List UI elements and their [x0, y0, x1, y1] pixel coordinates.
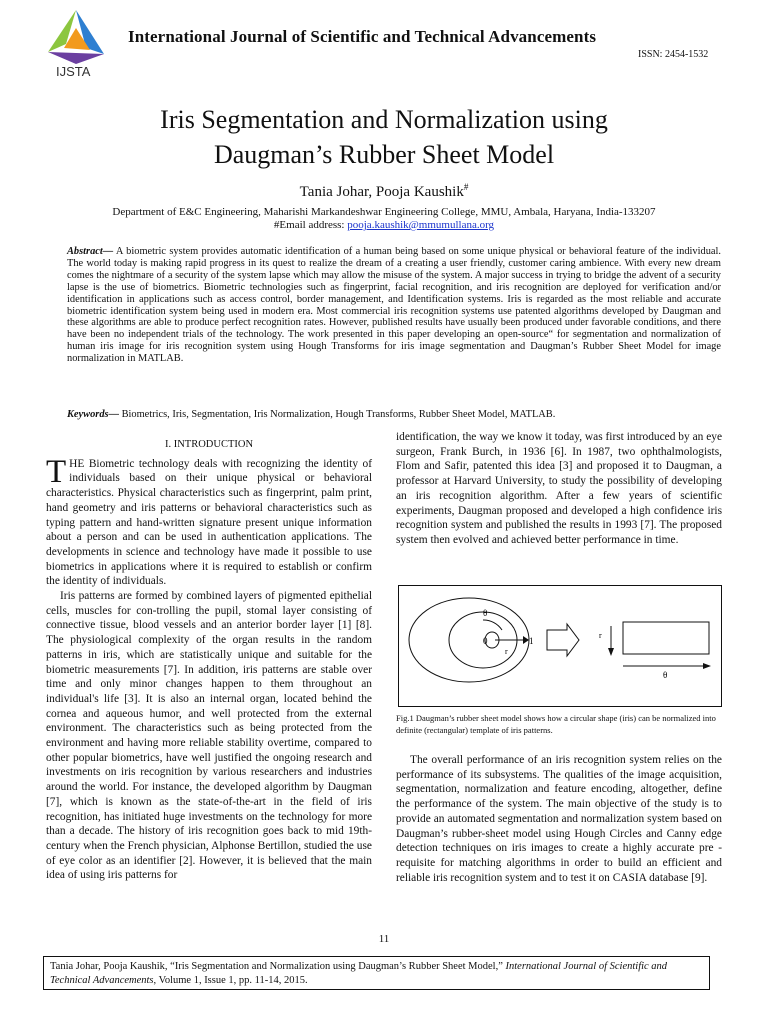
authors	[0, 182, 768, 201]
affiliation: Department of E&C Engineering, Maharishi Markandeshwar Engineering College, MMU, Ambala, Haryana, India-133207	[112, 206, 656, 218]
paper-title	[0, 102, 768, 172]
affiliation-block	[0, 206, 768, 232]
email-line	[0, 219, 768, 232]
email-prefix: #Email address:	[273, 219, 348, 231]
keywords	[67, 409, 721, 420]
fig-r-right: r	[599, 631, 602, 640]
left-column	[46, 438, 372, 883]
journal-name: International Journal of Scientific and Technical Advancements	[128, 27, 597, 46]
drop-cap: T	[46, 453, 67, 490]
intro-paragraph-3: identification, the way we know it today, was first introduced by an eye surgeon, Frank Burch, in 1936 [6]. In 1987, two ophthalmologists, Flom and Safir, patented this idea [3] and proposed it to Daugman, a professor at Harvard University, to study the possibility of developing an iris recognition algorithm. After a few years of scientific experiments, Daugman proposed and developed a high confidence iris recognition system and published the results in 1993 [7]. The proposed system then evolved and achieved better performance in time.	[396, 431, 722, 546]
citation-text: Tania Johar, Pooja Kaushik, “Iris Segmentation and Normalization using Daugman’s Rubber Sheet Model,”	[50, 961, 506, 972]
fig-theta-top: θ	[483, 608, 488, 618]
keywords-text: Biometrics, Iris, Segmentation, Iris Normalization, Hough Transforms, Rubber Sheet Model, MATLAB.	[118, 409, 556, 420]
logo-text: IJSTA	[56, 64, 91, 79]
intro-paragraph-2: Iris patterns are formed by combined layers of pigmented epithelial cells, muscles for con-trolling the pupil, stomal layer consisting of connective tissue, blood vessels and an anterior border layer [1] [8]. The physiological complexity of the organ results in the random patterns in iris, which are statistically unique and suitable for the biometric measurements [7]. In addition, iris patterns are stable over time and only minor changes happen to them throughout an individual's life [3]. It is also an internal organ, located behind the cornea and aqueous humor, and well protected from the external environment. The characteristics such as being protected from the environment and having more reliable stability overtime, compared to other popular biometrics, have well justified the ongoing research and investments on iris recognition by various researchers and industries around the world. For instance, the developed algorithm by Daugman [7], which is known as the state-of-the-art in the field of iris recognition, has initiated huge investments on the technology for more than a decade. The history of iris recognition goes back to mid 19th-century when the French physician, Alphonse Bertillon, studied the use of eye color as an identifier [2]. However, it is believed that the main idea of using iris patterns for	[46, 590, 372, 882]
figure-rubber-sheet	[398, 585, 722, 707]
citation-tail: , Volume 1, Issue 1, pp. 11-14, 2015.	[153, 974, 308, 986]
intro-paragraph-1	[46, 453, 372, 589]
intro-p1-text: HE Biometric technology deals with recognizing the identity of individuals based on their unique physical or behavioral characteristics. Physical characteristics such as fingerprint, palm print, hand geometry and iris patterns or behavioral characteristics such as typing pattern and hand-written signature present unique information about a person and can be used in authentication applications. The developments in science and technology have made it possible to use biometrics in applications where it is required to establish or confirm the identity of individuals.	[46, 457, 372, 588]
abstract-text: A biometric system provides automatic identification of a human being based on some unique physical or behavioral feature of the individual. The world today is making rapid progress in its quest to realize the dream of a creating a user friendly, customer caring ambience. With every new dream comes the nightmare of a security of the system lapse which may allow the misuse of the system. A major success in trying to bridge the advent of a security lapse is the use of biometrics. Biometric technologies such as fingerprint, facial recognition, and iris recognition are deployed for verification and/or identification in applications such as access control, border management, and Identification systems. Iris is regarded as the most reliable and accurate biometric identification system being used in modern era. Most commercial iris recognition systems use patented algorithms developed by Daugman and these algorithms are able to produce perfect recognition rates. However, published results have usually been produced under favorable conditions, and there have been no independent trials of the technology. The work presented in this paper developing an open-source“ for segmentation and normalization of human iris image for iris recognition system using Hough Transforms for iris image segmentation and Daugman’s Rubber Sheet Model for image normalization in MATLAB.	[67, 246, 721, 365]
abstract-label: Abstract—	[67, 246, 114, 257]
figure-caption: Fig.1 Daugman’s rubber sheet model shows how a circular shape (iris) can be normalized into definite (rectangular) template of iris patterns.	[396, 713, 716, 735]
title-line-2: Daugman’s Rubber Sheet Model	[213, 140, 555, 169]
fig-one: 1	[529, 636, 534, 646]
journal-logo	[46, 8, 112, 82]
issn: ISSN: 2454-1532	[638, 49, 709, 60]
fig-zero: 0	[483, 636, 488, 646]
right-column-top	[396, 430, 722, 548]
title-line-1: Iris Segmentation and Normalization using	[160, 105, 608, 134]
author-mark: #	[463, 182, 469, 192]
author-names: Tania Johar, Pooja Kaushik	[299, 184, 464, 200]
intro-paragraph-4: The overall performance of an iris recognition system relies on the performance of its subsystems. The qualities of the image acquisition, segmentation, normalization and feature encoding, altogether, define the performance of the system. The main objective of the study is to provide an automated segmentation and normalization system based on Daugman’s rubber-sheet model using Hough Circles and Canny edge detection techniques on iris images to create a highly accurate pre -requisite for matching algorithms in order to build an efficient and reliable iris recognition system and to test it on CASIA database [9].	[396, 754, 722, 884]
citation-box	[43, 956, 710, 990]
section-heading: I. INTRODUCTION	[164, 439, 254, 450]
fig-theta-bottom: θ	[663, 670, 668, 680]
abstract	[67, 246, 721, 365]
right-column-bottom	[396, 753, 722, 885]
fig-r: r	[505, 647, 508, 656]
keywords-label: Keywords—	[67, 409, 119, 420]
page-number: 11	[378, 933, 390, 945]
citation-journal: International Journal of Scientific and Technical Advancements	[50, 961, 668, 986]
email-link[interactable]: pooja.kaushik@mmumullana.org	[347, 219, 495, 231]
